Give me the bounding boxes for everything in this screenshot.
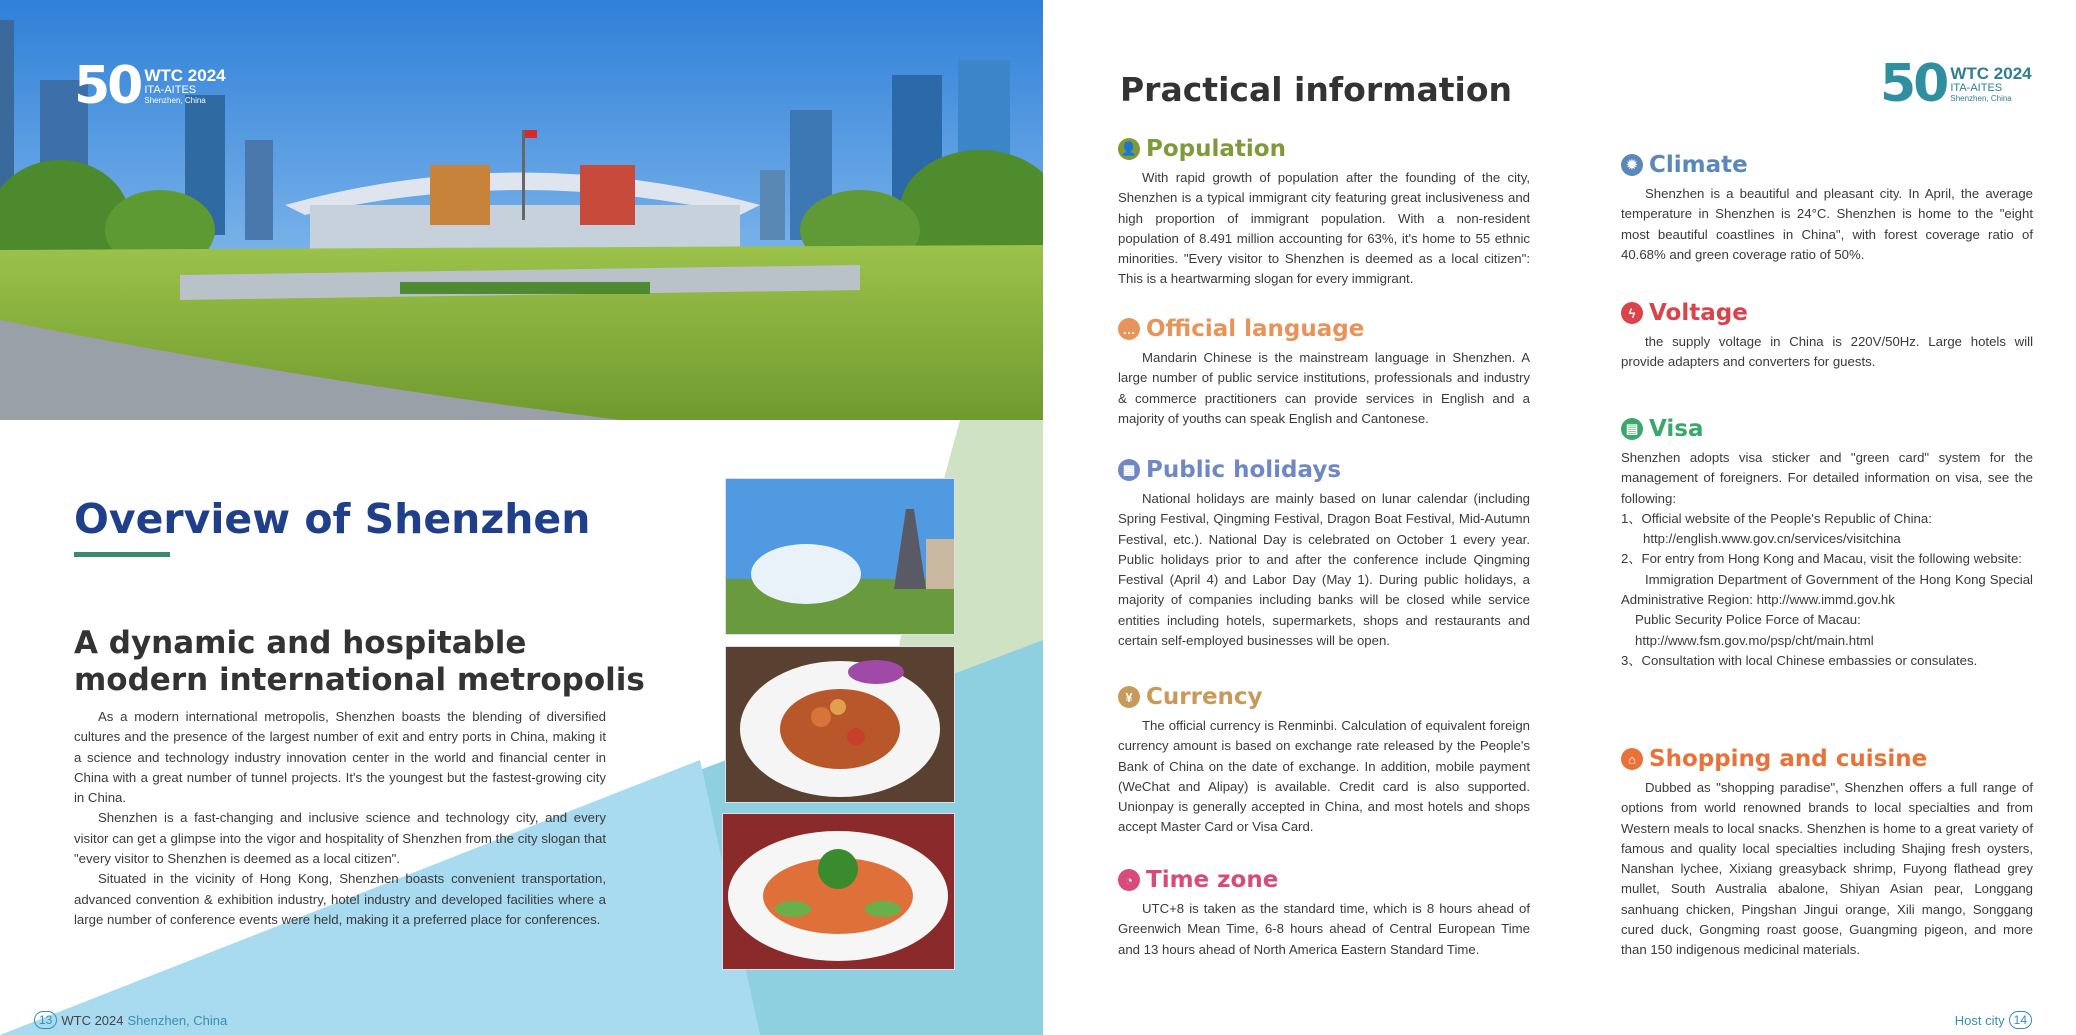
practical-title: Practical information — [1120, 70, 1513, 109]
page-title: Overview of Shenzhen — [74, 495, 591, 543]
logo-line1: WTC 2024 — [1950, 64, 2032, 84]
section-population — [1118, 134, 1530, 290]
section-text: The official currency is Renminbi. Calculation of equivalent foreign currency amount is based on exchange rate released by the People's Bank of China on the date of exchange. In addition, mobile payment (WeChat and Alipay) is available. Credit card is also supported. Unionpay is generally accepted in China, and most hotels and shops accept Master Card or Visa Card. — [1118, 718, 1530, 835]
section-visa — [1621, 414, 2033, 671]
section-time-zone — [1118, 865, 1530, 960]
section-text: National holidays are mainly based on lunar calendar (including Spring Festival, Qingming Festival, Dragon Boat Festival, Mid-Autumn Festival, etc.). National Day is celebrated on October 1 every year. Public holidays prior to and after the conference include Qingming Festival (April 4) and Labor Day (May 1). During public holidays, a majority of companies including banks will be closed while service entities including hotels, supermarkets, shops and restaurants and certain self-employed businesses will be open. — [1118, 491, 1530, 649]
visa-macau-label: Public Security Police Force of Macau: — [1635, 612, 1861, 628]
logo-line2: ITA-AITES — [1950, 81, 2003, 94]
overview-body — [74, 707, 606, 930]
section-title: Currency — [1146, 684, 1263, 710]
section-text: Shenzhen is a beautiful and pleasant city. In April, the average temperature in Shenzhen is 24°C. Shenzhen is home to the "eight most beautiful coastlines in China", with forest coverage ratio of 40.68% and green coverage ratio of 50%. — [1621, 186, 2033, 262]
section-shopping-cuisine — [1621, 744, 2033, 961]
page-number: 13 — [34, 1011, 57, 1029]
section-title: Official language — [1146, 316, 1365, 342]
subtitle-line2: modern international metropolis — [74, 662, 645, 698]
visa-item-1: 1、Official website of the People's Republic of China: — [1621, 510, 1932, 526]
section-text: Mandarin Chinese is the mainstream language in Shenzhen. A large number of public service institutions, professionals and industry & commerce practitioners can provide services in English and a majority of youths can speak English and Cantonese. — [1118, 350, 1530, 426]
footer-label: Host city — [1954, 1012, 2005, 1028]
dish-photo — [725, 646, 955, 803]
section-text: UTC+8 is taken as the standard time, which is 8 hours ahead of Greenwich Mean Time, 6-8 hours ahead of Central European Time and 13 hours ahead of North America Eastern Standard Time. — [1118, 901, 1530, 957]
section-title: Voltage — [1649, 300, 1748, 326]
logo-line2: ITA-AITES — [144, 83, 197, 96]
section-title: Shopping and cuisine — [1649, 746, 1928, 772]
chat-bubble-icon: … — [1118, 318, 1140, 340]
logo-line3: Shenzhen, China — [1950, 93, 2012, 103]
section-currency — [1118, 682, 1530, 838]
calendar-icon: ▦ — [1118, 459, 1140, 481]
visa-link-gov[interactable]: http://english.www.gov.cn/services/visitchina — [1643, 531, 1901, 547]
appetizer-photo — [722, 813, 955, 970]
section-voltage — [1621, 298, 2033, 373]
shopping-icon: ⌂ — [1621, 748, 1643, 770]
lightning-icon: ϟ — [1621, 302, 1643, 324]
title-underline — [74, 552, 170, 557]
logo-line3: Shenzhen, China — [144, 95, 206, 105]
footer-event: WTC 2024 — [61, 1012, 124, 1028]
subtitle-line1: A dynamic and hospitable — [74, 625, 527, 661]
wtc-logo-right — [1880, 54, 2032, 114]
section-title: Climate — [1649, 152, 1748, 178]
clock-icon: ◔ — [1118, 869, 1140, 891]
overview-paragraph: As a modern international metropolis, Shenzhen boasts the blending of diversified cultures and the presence of the largest number of exit and entry ports in China, making it a science and technology industry innovation center in the world and financial center in China with a great number of tunnel projects. It's the youngest but the fastest-growing city in China. — [74, 709, 606, 806]
section-text: With rapid growth of population after the founding of the city, Shenzhen is a typical immigrant city featuring great inclusiveness and high proportion of immigrant population. With a non-resident population of 8.491 million accounting for 63%, it's home to 55 ethnic minorities. "Every visitor to Shenzhen is deemed as a local citizen": This is a heartwarming slogan for every immigrant. — [1118, 170, 1530, 287]
section-title: Public holidays — [1146, 457, 1342, 483]
overview-paragraph: Situated in the vicinity of Hong Kong, Shenzhen boasts convenient transportation, advanced convention & exhibition industry, hotel industry and developed facilities where a large number of conference events were held, making it a preferred place for conferences. — [74, 871, 606, 927]
section-title: Population — [1146, 136, 1286, 162]
left-footer — [34, 1005, 227, 1035]
overview-paragraph: Shenzhen is a fast-changing and inclusive science and technology city, and every visitor can get a glimpse into the vigor and hospitality of Shenzhen from the city slogan that "every visitor to Shenzhen is deemed as a local citizen". — [74, 810, 606, 867]
right-footer — [1955, 1005, 2032, 1035]
section-official-language — [1118, 314, 1530, 429]
subtitle — [74, 625, 645, 699]
yen-icon: ¥ — [1118, 686, 1140, 708]
visa-item-3: 3、Consultation with local Chinese embassies or consulates. — [1621, 652, 1978, 668]
logo-50: 50 — [74, 56, 141, 116]
sun-icon: ✹ — [1621, 154, 1643, 176]
logo-50: 50 — [1880, 54, 1947, 114]
page-number: 14 — [2009, 1011, 2032, 1029]
section-title: Time zone — [1146, 867, 1279, 893]
id-card-icon: ▤ — [1621, 418, 1643, 440]
section-text: the supply voltage in China is 220V/50Hz. Large hotels will provide adapters and converters for guests. — [1621, 334, 2033, 370]
visa-link-macau[interactable]: http://www.fsm.gov.mo/psp/cht/main.html — [1635, 632, 1874, 648]
section-title: Visa — [1649, 416, 1704, 442]
person-icon: 👤 — [1118, 138, 1140, 160]
visa-intro: Shenzhen adopts visa sticker and "green card" system for the management of foreigners. For detailed information on visa, see the following: — [1621, 450, 2033, 506]
section-public-holidays — [1118, 455, 1530, 651]
footer-place: Shenzhen, China — [127, 1012, 228, 1028]
fountain-photo — [725, 478, 955, 635]
visa-item-2: 2、For entry from Hong Kong and Macau, visit the following website: — [1621, 551, 2022, 567]
section-text: Dubbed as "shopping paradise", Shenzhen offers a full range of options from world renowned brands to local specialties and from Western meals to local snacks. Shenzhen is home to a great variety of famous and quality local specialties including Shajing fresh oysters, Nanshan lychee, Xixiang greasyback shrimp, Fuyong flathead grey mullet, South Australia abalone, Shiyan Asian pear, Longgang sanhuang chicken, Pingshan Jingui orange, Xili mango, Songgang cured duck, Gongming roast goose, Guangming pigeon, and more than 150 indigenous medicinal materials. — [1621, 780, 2033, 958]
wtc-logo — [74, 56, 226, 116]
visa-hk: Immigration Department of Government of the Hong Kong Special Administrative Region: http://www.immd.gov.hk — [1621, 571, 2033, 608]
section-climate — [1621, 150, 2033, 265]
logo-line1: WTC 2024 — [144, 66, 226, 86]
